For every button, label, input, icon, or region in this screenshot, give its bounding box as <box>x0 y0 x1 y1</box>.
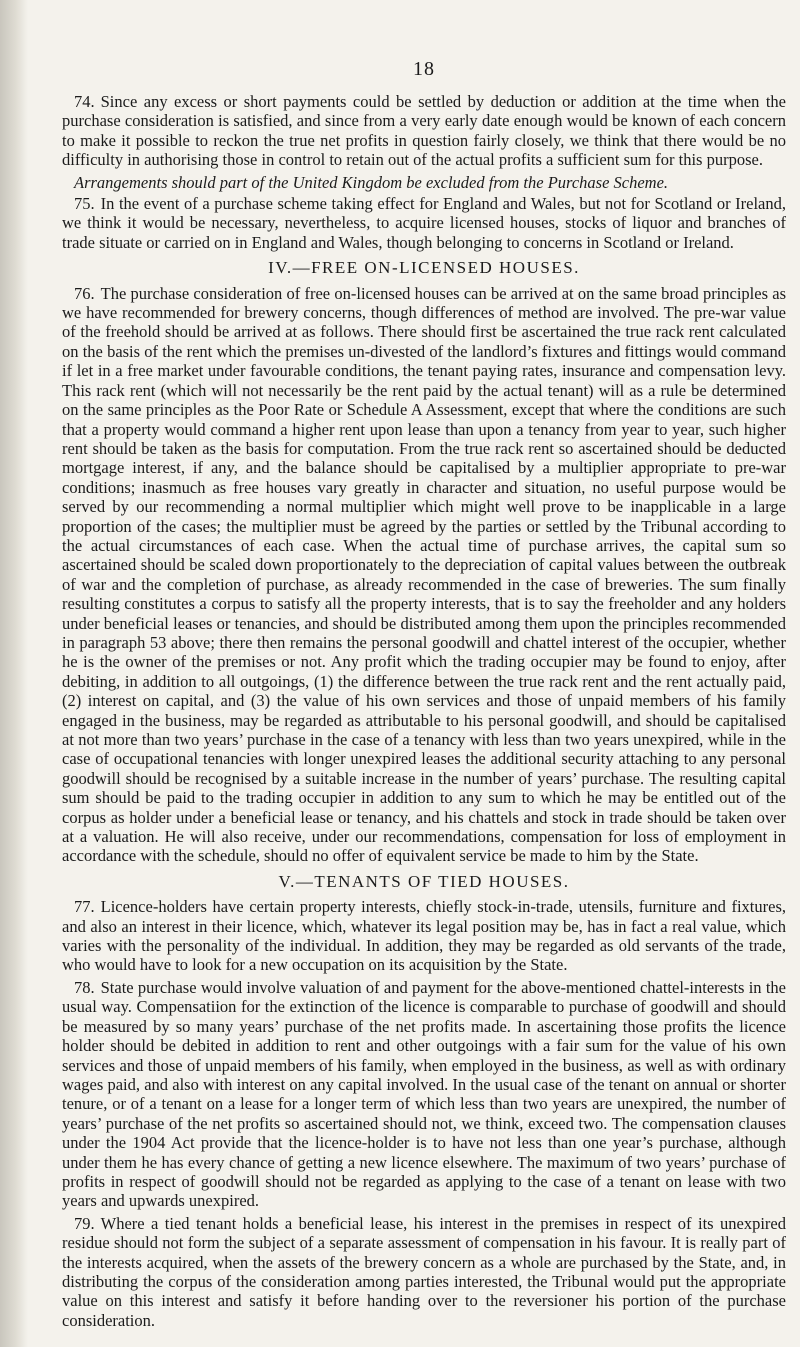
paragraph-number: 76. <box>74 283 95 303</box>
paragraph-76 <box>62 284 786 866</box>
paragraph-text: The purchase consideration of free on-licensed houses can be arrived at on the same broad principles as we have recommended for brewery concerns, though differences of method are involved. The pre-war value of the freehold should be arrived at as follows. There should first be ascertained the true rack rent calculated on the basis of the rent which the premises un-divested of the landlord’s fixtures and fittings would command if let in a free market under favourable conditions, the tenant paying rates, insurance and compensation levy. This rack rent (which will not necessarily be the rent paid by the actual tenant) will as a rule be determined on the same principles as the Poor Rate or Schedule A Assessment, except that where the conditions are such that a property would command a higher rent upon lease than upon a tenancy from year to year, such higher rent should be taken as the basis for computation. From the true rack rent so ascertained should be deducted mortgage interest, if any, and the balance should be capitalised by a multiplier appropriate to pre-war conditions; inasmuch as free houses vary greatly in character and situation, no useful purpose would be served by our recommending a normal multiplier which might well prove to be inapplicable in a large proportion of the cases; the multiplier must be agreed by the parties or settled by the Tribunal according to the actual circumstances of each case. When the actual time of purchase arrives, the capital sum so ascertained should be scaled down proportionately to the depreciation of capital values between the outbreak of war and the completion of purchase, as already recommended in the case of breweries. The sum finally resulting constitutes a corpus to satisfy all the property interests, that is to say the freeholder and any holders under beneficial leases or tenancies, and should be distributed among them upon the principles recommended in paragraph 53 above; there then remains the personal goodwill and chattel interest of the occupier, whether he is the owner of the premises or not. Any profit which the trading occupier may be found to enjoy, after debiting, in addition to all outgoings, (1) the difference between the true rack rent and the rent actually paid, (2) interest on capital, and (3) the value of his own services and those of unpaid members of his family engaged in the business, may be regarded as attributable to his personal goodwill, and should be capitalised at not more than two years’ purchase in the case of a tenancy with less than two years unexpired, while in the case of occupational tenancies with longer unexpired leases the additional security attaching to any personal goodwill should be recognised by a suitable increase in the number of years’ purchase. The resulting capital sum should be paid to the trading occupier in addition to any sum to which he may be entitled out of the corpus as holder under a beneficial lease or tenancy, and his chattels and stock in trade should be taken over at a valuation. He will also receive, under our recommendations, compensation for loss of employment in accordance with the schedule, should no offer of equivalent service be made to him by the State. <box>62 283 786 866</box>
paragraph-74 <box>62 92 786 170</box>
paragraph-text: Licence-holders have certain property interests, chiefly stock-in-trade, utensils, furniture and fixtures, and also an interest in their licence, which, whatever its legal position may be, has in fact a real value, which varies with the personality of the individual. In addition, they may be regarded as old servants of the trade, who would have to look for a new occupation on its acquisition by the State. <box>62 897 786 975</box>
page-number: 18 <box>413 58 435 80</box>
paragraph-text: Since any excess or short payments could be settled by deduction or addition at the time when the purchase consideration is satisfied, and since from a very early date enough would be known of each concern to make it possible to reckon the true net profits in question fairly closely, we think that there would be no difficulty in authorising those in control to retain out of the actual profits a sufficient sum for this purpose. <box>62 92 786 170</box>
body-text <box>62 92 786 1333</box>
paragraph-number: 74. <box>74 92 95 111</box>
paragraph-number: 79. <box>74 1213 95 1233</box>
section-heading-v: V.—TENANTS OF TIED HOUSES. <box>278 871 570 891</box>
paragraph-text: Where a tied tenant holds a beneficial lease, his interest in the premises in respect of its unexpired residue should not form the subject of a separate assessment of compensation in his favour. It is really part of the interests acquired, when the assets of the brewery concern as a whole are purchased by the State, and, in distributing the corpus of the consideration among parties interested, the Tribunal would put the appropriate value on this interest and satisfy it before handing over to the reversioner his portion of the purchase consideration. <box>62 1213 786 1330</box>
document-page <box>62 0 786 1347</box>
paragraph-78 <box>62 978 786 1211</box>
paragraph-77 <box>62 897 786 975</box>
subheading-excluded-parts: Arrangements should part of the United Kingdom be excluded from the Purchase Scheme. <box>74 172 669 192</box>
paragraph-79 <box>62 1214 786 1330</box>
paragraph-number: 77. <box>74 897 95 917</box>
page-binding-edge <box>0 0 28 1347</box>
paragraph-75 <box>62 194 786 252</box>
paragraph-text: State purchase would involve valuation of and payment for the above-mentioned chattel-interests in the usual way. Compensatiion for the extinction of the licence is comparable to purchase of goodwill and should be measured by so many years’ purchase of the net profits made. In ascertaining those profits the licence holder should be debited in addition to rent and other outgoings with a fair sum for the value of his own services and those of unpaid members of his family, when employed in the business, as well as with ordinary wages paid, and also with interest on any capital involved. In the usual case of the tenant on annual or shorter tenure, or of a tenant on a lease for a longer term of which less than two years are unexpired, the number of years’ purchase of the net profits so ascertained should not, we think, exceed two. The compensation clauses under the 1904 Act provide that the licence-holder is to have not less than one year’s purchase, although under them he has every chance of getting a new licence elsewhere. The maximum of two years’ purchase of profits in respect of goodwill should not be regarded as applying to the case of a tenant on lease with two years and upwards unexpired. <box>62 977 786 1211</box>
paragraph-text: In the event of a purchase scheme taking effect for England and Wales, but not for Scotland or Ireland, we think it would be necessary, nevertheless, to acquire licensed houses, stocks of liquor and branches of trade situate or carried on in England and Wales, though belonging to concerns in Scotland or Ireland. <box>62 194 786 252</box>
section-heading-iv: IV.—FREE ON-LICENSED HOUSES. <box>268 258 580 278</box>
paragraph-number: 75. <box>74 194 95 214</box>
paragraph-number: 78. <box>74 977 95 997</box>
